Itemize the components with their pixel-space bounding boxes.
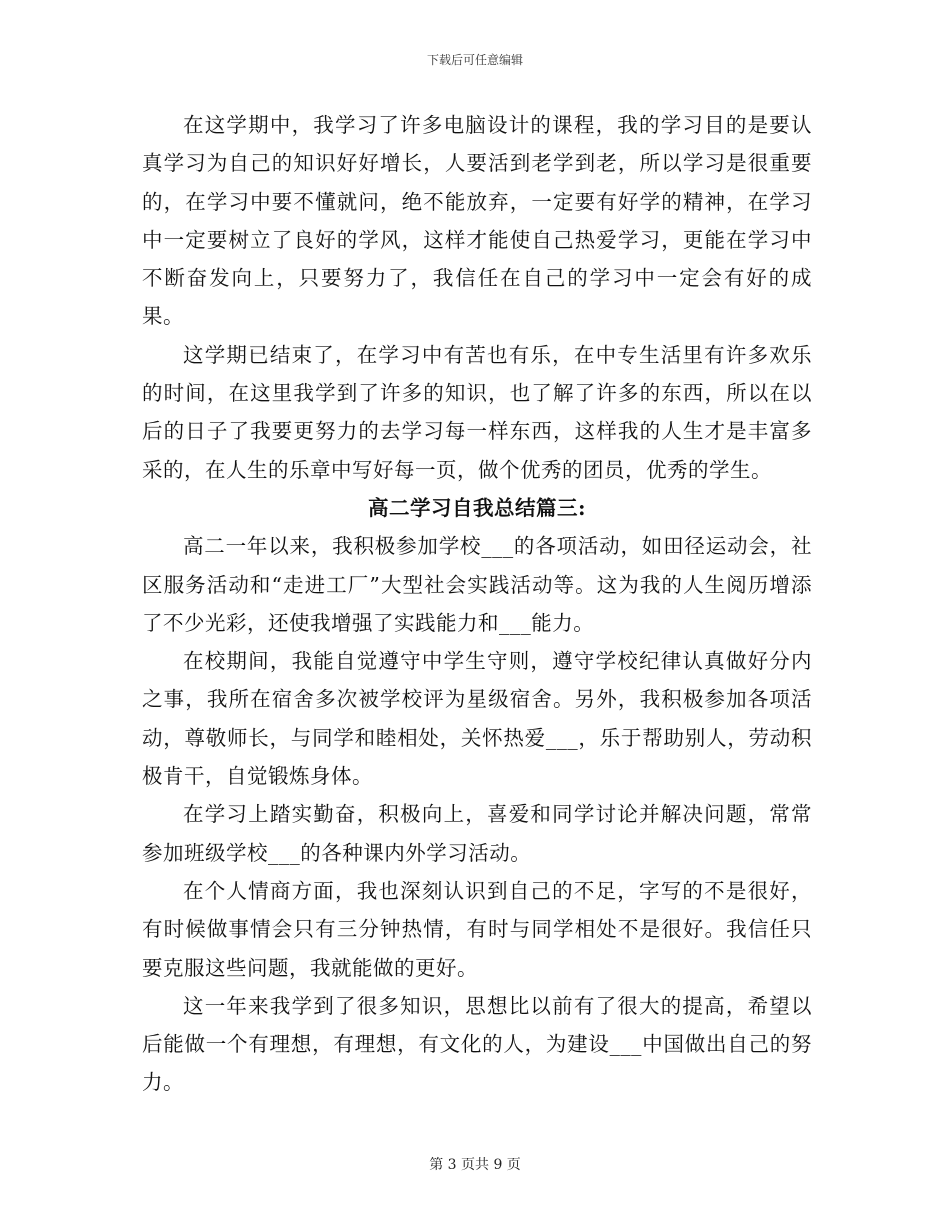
paragraph-semester-end: 这学期已结束了，在学习中有苦也有乐，在中专生活里有许多欢乐的时间，在这里我学到了许多的知识，也了解了许多的东西，所以在以后的日子了我要更努力的去学习每一样东西，这样我的人生才是丰富多采的，在人生的乐章中写好每一页，做个优秀的团员，优秀的学生。 — [142, 342, 812, 482]
paragraph-shortcomings: 在个人情商方面，我也深刻认识到自己的不足，字写的不是很好，有时候做事情会只有三分钟热情，有时与同学相处不是很好。我信任只要克服这些问题，我就能做的更好。 — [142, 878, 812, 980]
paragraph-activities: 高二一年以来，我积极参加学校___的各项活动，如田径运动会，社区服务活动和“走进工厂”大型社会实践活动等。这为我的人生阅历增添了不少光彩，还使我增强了实践能力和___能力。 — [142, 534, 812, 635]
paragraph-school-conduct: 在校期间，我能自觉遵守中学生守则，遵守学校纪律认真做好分内之事，我所在宿舍多次被学校评为星级宿舍。另外，我积极参加各项活动，尊敬师长，与同学和睦相处，关怀热爱___，乐于帮助别人，劳动积极肯干，自觉锻炼身体。 — [142, 649, 812, 789]
section-heading: 高二学习自我总结篇三: — [367, 495, 587, 520]
paragraph-conclusion: 这一年来我学到了很多知识，思想比以前有了很大的提高，希望以后能做一个有理想，有理想，有文化的人，为建设___中国做出自己的努力。 — [142, 993, 812, 1095]
paragraph-study-goals: 在这学期中，我学习了许多电脑设计的课程，我的学习目的是要认真学习为自己的知识好好增长，人要活到老学到老，所以学习是很重要的，在学习中要不懂就问，绝不能放弃，一定要有好学的精神，在学习中一定要树立了良好的学风，这样才能使自己热爱学习，更能在学习中不断奋发向上，只要努力了，我信任在自己的学习中一定会有好的成果。 — [142, 113, 812, 329]
page-number: 第 3 页共 9 页 — [429, 1157, 521, 1173]
document-body — [142, 106, 812, 1102]
paragraph-study-attitude: 在学习上踏实勤奋，积极向上，喜爱和同学讨论并解决问题，常常参加班级学校___的各种课内外学习活动。 — [142, 802, 812, 865]
page-header-note: 下载后可任意编辑 — [426, 53, 523, 67]
